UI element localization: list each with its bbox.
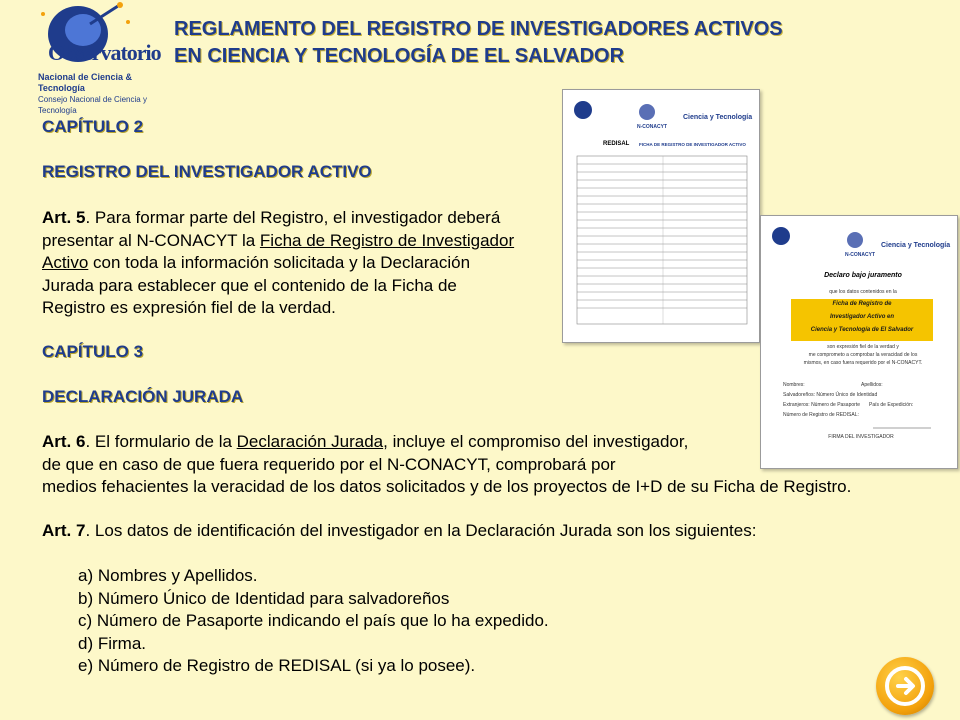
art6-label: Art. 6 bbox=[42, 432, 86, 451]
declaracion-jurada-thumbnail bbox=[760, 215, 958, 469]
title-line1: REGLAMENTO DEL REGISTRO DE INVESTIGADORES ACTIVOS bbox=[174, 18, 783, 40]
doc1-brand: Ciencia y Tecnología bbox=[683, 114, 753, 121]
doc2-l1: son expresión fiel de la verdad y bbox=[827, 344, 899, 350]
doc2-hl3: Ciencia y Tecnología de El Salvador bbox=[810, 327, 914, 333]
art6-text-b: , incluye el compromiso del investigador, bbox=[383, 432, 689, 451]
arrow-right-icon bbox=[876, 657, 934, 715]
list-item: e) Número de Registro de REDISAL (si ya lo posee). bbox=[78, 656, 476, 675]
doc2-pais: País de Expedición: bbox=[869, 402, 914, 408]
article-7 bbox=[42, 520, 942, 543]
chapter3-subtitle: DECLARACIÓN JURADA bbox=[42, 387, 244, 406]
doc2-heading: Declaro bajo juramento bbox=[824, 272, 902, 279]
observatorio-logo bbox=[8, 2, 168, 115]
ficha-registro-thumbnail bbox=[562, 89, 760, 343]
doc2-l2: me comprometo a comprobar la veracidad de los bbox=[808, 352, 918, 358]
doc2-l3: mismos, en caso fuera requerido por el N-CONACYT. bbox=[803, 360, 923, 366]
logo-line1: Nacional de Ciencia & Tecnología bbox=[38, 72, 133, 93]
chapter3-title: CAPÍTULO 3 bbox=[42, 342, 144, 361]
art5-label: Art. 5 bbox=[42, 208, 86, 227]
doc1-form-title: FICHA DE REGISTRO DE INVESTIGADOR ACTIVO bbox=[639, 142, 746, 147]
chapter2-title: CAPÍTULO 2 bbox=[42, 117, 144, 136]
doc2-nombres: Nombres: bbox=[783, 382, 805, 388]
doc2-apellidos: Apellidos: bbox=[861, 382, 883, 388]
ficha-registro-link-cont[interactable]: Activo bbox=[42, 253, 89, 272]
doc2-nconacyt: N-CONACYT bbox=[845, 252, 875, 258]
doc2-extr: Extranjeros: Número de Pasaporte bbox=[783, 402, 860, 408]
art7-text: . Los datos de identificación del investigador en la Declaración Jurada son los siguientes: bbox=[85, 521, 757, 540]
doc1-redisal: REDISAL bbox=[603, 141, 630, 147]
art5-text-c: con toda la información solicitada y la Declaración bbox=[88, 253, 471, 272]
title-line2: EN CIENCIA Y TECNOLOGÍA DE EL SALVADOR bbox=[174, 45, 625, 67]
doc2-hl2: Investigador Activo en bbox=[829, 314, 895, 320]
logo-word: Observatorio bbox=[48, 40, 161, 65]
art6-text-d: medios fehacientes la veracidad de los datos solicitados y de los proyectos de I+D de su Ficha de Registro. bbox=[42, 477, 852, 496]
art7-list bbox=[78, 565, 778, 678]
doc1-nconacyt: N-CONACYT bbox=[637, 124, 667, 130]
doc2-salv: Salvadoreños: Número Único de Identidad bbox=[783, 392, 878, 398]
art7-label: Art. 7 bbox=[42, 521, 86, 540]
article-5 bbox=[42, 207, 572, 320]
doc2-redisal: Número de Registro de REDISAL: bbox=[783, 412, 859, 418]
list-item: d) Firma. bbox=[78, 633, 146, 653]
page-title bbox=[174, 16, 874, 70]
list-item: a) Nombres y Apellidos. bbox=[78, 566, 258, 585]
ficha-registro-link[interactable]: Ficha de Registro de Investigador bbox=[259, 230, 515, 250]
chapter2-subtitle: REGISTRO DEL INVESTIGADOR ACTIVO bbox=[42, 162, 372, 181]
doc2-firma: FIRMA DEL INVESTIGADOR bbox=[828, 434, 894, 440]
art5-text-a: . Para formar parte del Registro, el investigador deberá bbox=[85, 208, 501, 227]
art6-text-a: . El formulario de la bbox=[85, 432, 237, 451]
art5-text-e: Registro es expresión fiel de la verdad. bbox=[42, 298, 336, 317]
doc2-intro: que los datos contenidos en la bbox=[829, 289, 897, 295]
list-item: c) Número de Pasaporte indicando el país que lo ha expedido. bbox=[78, 611, 549, 630]
doc2-hl1: Ficha de Registro de bbox=[832, 301, 892, 307]
art5-text-d: Jurada para establecer que el contenido de la Ficha de bbox=[42, 275, 457, 295]
list-item: b) Número Único de Identidad para salvadoreños bbox=[78, 588, 450, 608]
art6-text-c: de que en caso de que fuera requerido por el N-CONACYT, comprobará por bbox=[42, 454, 616, 474]
doc2-brand: Ciencia y Tecnología bbox=[881, 242, 951, 249]
logo-line2: Consejo Nacional de Ciencia y Tecnología bbox=[38, 95, 147, 115]
declaracion-jurada-link[interactable]: Declaración Jurada bbox=[236, 432, 384, 451]
art5-text-b: presentar al N-CONACYT la bbox=[42, 230, 260, 250]
next-slide-button[interactable] bbox=[876, 657, 934, 715]
